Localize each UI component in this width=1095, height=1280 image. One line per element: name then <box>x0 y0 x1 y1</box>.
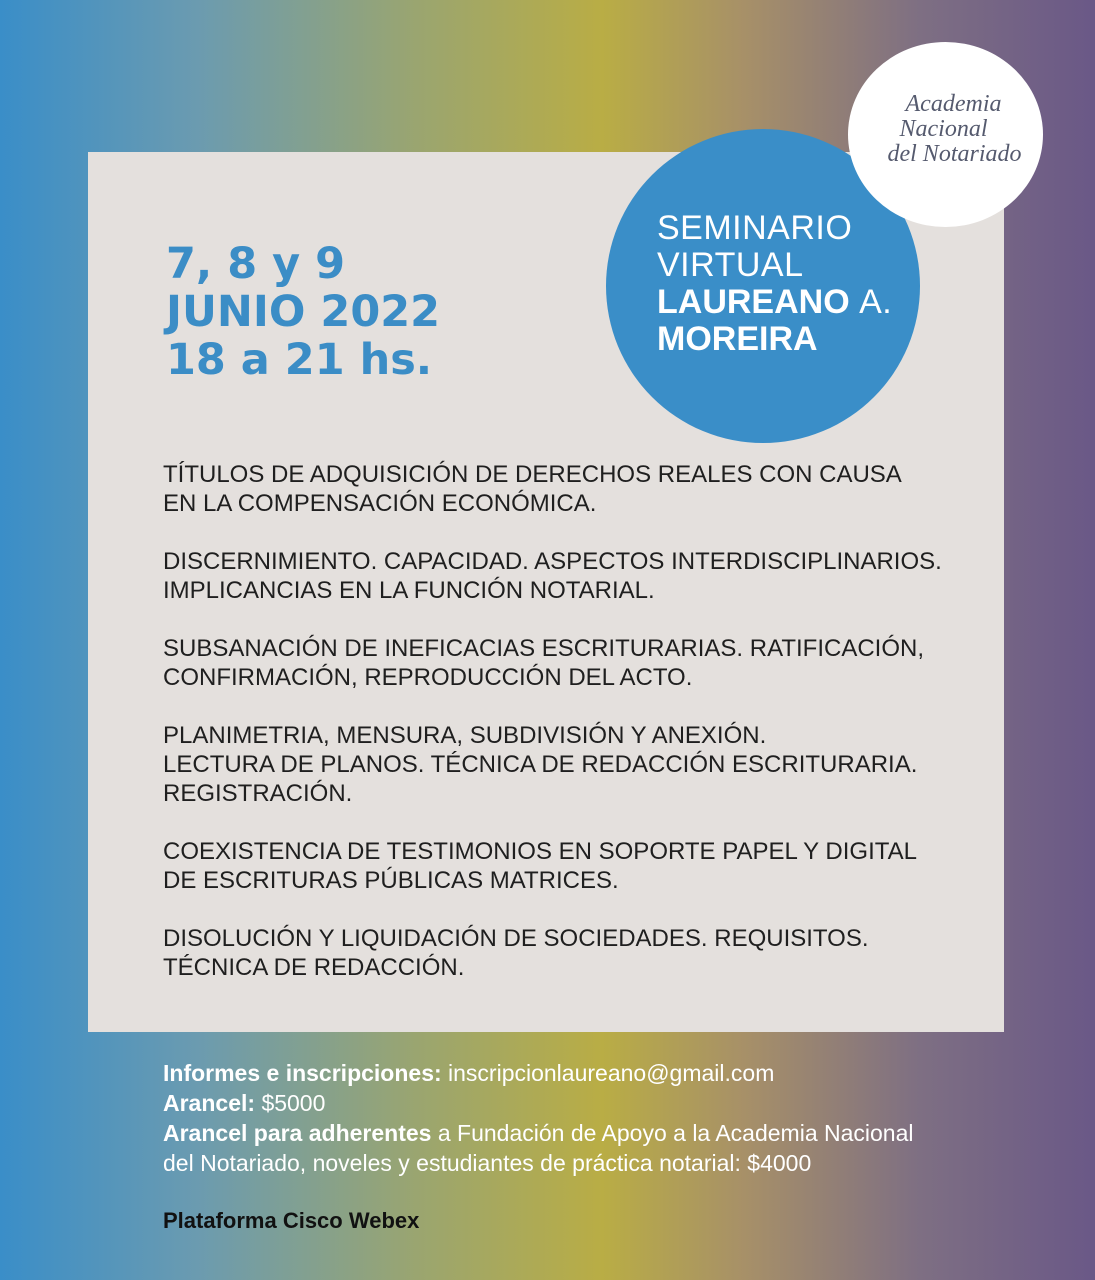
member-fee-line-2: del Notariado, noveles y estudiantes de práctica notarial: $4000 <box>163 1150 812 1176</box>
dates-hours: 18 a 21 hs. <box>166 335 433 385</box>
topic-line: EN LA COMPENSACIÓN ECONÓMICA. <box>163 490 597 517</box>
topic-line: TÉCNICA DE REDACCIÓN. <box>163 954 465 981</box>
logo-line-2: Nacional <box>899 116 988 142</box>
topic-line: DE ESCRITURAS PÚBLICAS MATRICES. <box>163 867 619 894</box>
member-fee-text-1: a Fundación de Apoyo a la Academia Nacional <box>437 1120 914 1146</box>
topic-item <box>163 924 963 982</box>
logo-line-3: del Notariado <box>887 141 1022 167</box>
registration-info <box>163 1058 1043 1178</box>
topic-line: DISOLUCIÓN Y LIQUIDACIÓN DE SOCIEDADES. REQUISITOS. <box>163 925 869 952</box>
fee-label: Arancel: <box>163 1090 256 1116</box>
topic-line: PLANIMETRIA, MENSURA, SUBDIVISIÓN Y ANEXIÓN. <box>163 722 767 749</box>
fee-value: $5000 <box>261 1090 326 1116</box>
topic-line: COEXISTENCIA DE TESTIMONIOS EN SOPORTE PAPEL Y DIGITAL <box>163 838 917 865</box>
topics-list <box>163 460 963 1011</box>
topic-line: DISCERNIMIENTO. CAPACIDAD. ASPECTOS INTERDISCIPLINARIOS. <box>163 548 942 575</box>
member-fee-line-1 <box>163 1118 1043 1148</box>
topic-item <box>163 634 963 692</box>
member-fee-label: Arancel para adherentes <box>163 1120 432 1146</box>
speaker-first-name: LAUREANO <box>657 283 850 321</box>
topic-line: IMPLICANCIAS EN LA FUNCIÓN NOTARIAL. <box>163 577 655 604</box>
topic-line: CONFIRMACIÓN, REPRODUCCIÓN DEL ACTO. <box>163 664 693 691</box>
dates-days: 7, 8 y 9 <box>166 239 346 289</box>
topic-line: SUBSANACIÓN DE INEFICACIAS ESCRITURARIAS. RATIFICACIÓN, <box>163 635 924 662</box>
contact-label: Informes e inscripciones: <box>163 1060 442 1086</box>
topic-line: LECTURA DE PLANOS. TÉCNICA DE REDACCIÓN ESCRITURARIA. <box>163 751 918 778</box>
topic-item <box>163 547 963 605</box>
speaker-last-name: MOREIRA <box>657 320 818 358</box>
seminar-type-line2: VIRTUAL <box>657 246 804 284</box>
seminar-badge-text <box>657 210 892 358</box>
event-dates <box>166 240 440 384</box>
platform-label: Plataforma Cisco Webex <box>163 1208 420 1233</box>
contact-line <box>163 1058 1043 1088</box>
fee-line <box>163 1088 1043 1118</box>
topic-line: REGISTRACIÓN. <box>163 780 353 807</box>
academia-logo <box>848 42 1043 227</box>
topic-item <box>163 837 963 895</box>
topic-item <box>163 721 963 808</box>
dates-month-year: JUNIO 2022 <box>166 287 441 337</box>
topic-item <box>163 460 963 518</box>
speaker-initial: A. <box>859 283 893 321</box>
topic-line: TÍTULOS DE ADQUISICIÓN DE DERECHOS REALES CON CAUSA <box>163 461 902 488</box>
seminar-type-line1: SEMINARIO <box>657 209 853 247</box>
contact-email[interactable]: inscripcionlaureano@gmail.com <box>448 1060 775 1086</box>
speaker-name-line1 <box>657 284 892 321</box>
logo-line-1: Academia <box>905 91 1002 117</box>
logo-wordmark <box>848 92 1043 167</box>
